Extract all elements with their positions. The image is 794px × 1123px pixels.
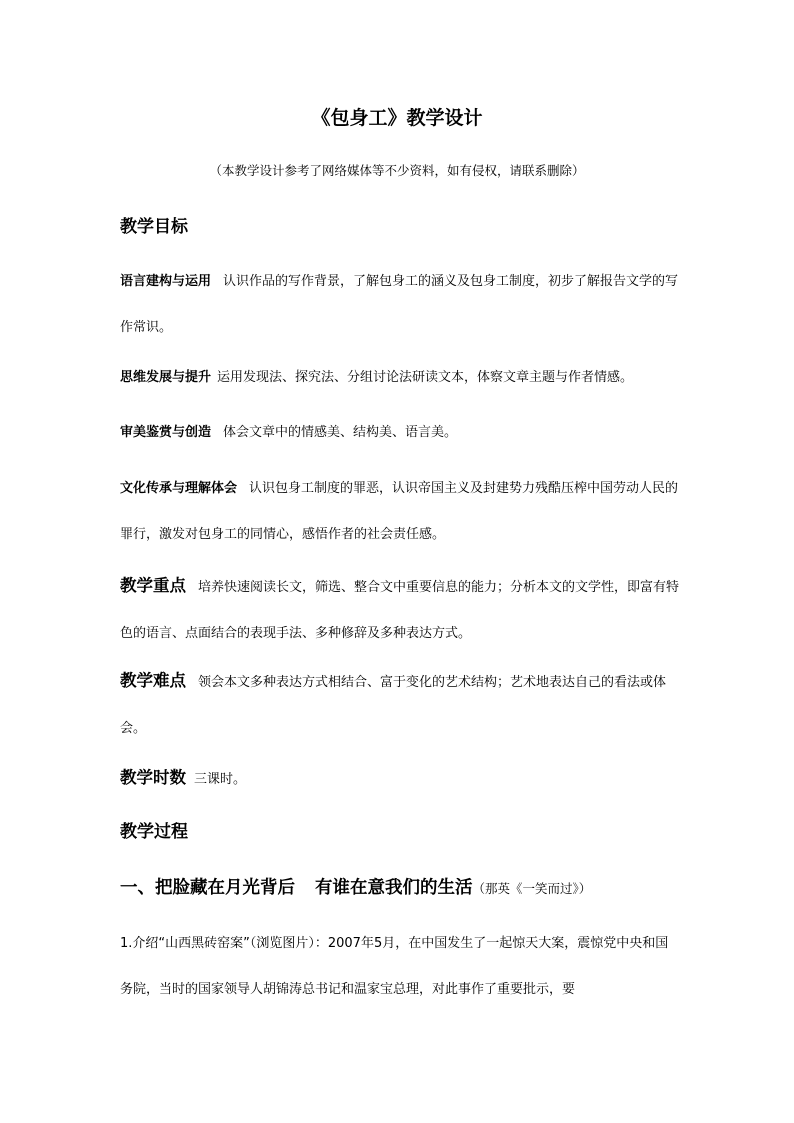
goal-label: 文化传承与理解体会	[120, 481, 238, 496]
goal-item	[120, 259, 680, 351]
hours-label: 教学时数	[120, 768, 186, 787]
goal-text: 认识作品的写作背景，了解包身工的涵义及包身工制度，初步了解报告文学的写作常识。	[120, 274, 679, 335]
key-point-label: 教学重点	[120, 576, 186, 595]
goal-label: 语言建构与运用	[120, 274, 212, 289]
teaching-hours	[120, 755, 680, 803]
goal-item	[120, 410, 680, 456]
copyright-note: （本教学设计参考了网络媒体等不少资料，如有侵权，请联系删除）	[209, 163, 585, 178]
section-title-part-b: 有谁在意我们的生活	[315, 878, 473, 898]
goal-text: 认识包身工制度的罪恶，认识帝国主义及封建势力残酷压榨中国劳动人民的罪行，激发对包身工的同情心，感悟作者的社会责任感。	[120, 481, 679, 542]
difficulty-label: 教学难点	[120, 671, 186, 690]
goal-item	[120, 466, 680, 558]
difficulty	[120, 658, 680, 752]
goal-text: 运用发现法、探究法、分组讨论法研读文本，体察文章主题与作者情感。	[217, 370, 634, 385]
key-point-text: 培养快速阅读长文，筛选、整合文中重要信息的能力；分析本文的文学性，即富有特色的语言、点面结合的表现手法、多种修辞及多种表达方式。	[120, 580, 680, 641]
difficulty-text: 领会本文多种表达方式相结合、富于变化的艺术结构；艺术地表达自己的看法或体会。	[120, 675, 667, 736]
hours-text: 三课时。	[194, 772, 247, 787]
goal-label: 审美鉴赏与创造	[120, 425, 212, 440]
section-one-paragraph: 1.介绍“山西黑砖窑案”（浏览图片）：2007年5月，在中国发生了一起惊天大案，震惊党中央和国务院，当时的国家领导人胡锦涛总书记和温家宝总理，对此事作了重要批示，要	[120, 936, 669, 997]
section-source: （那英《一笑而过》）	[472, 881, 592, 896]
process-heading: 教学过程	[120, 822, 188, 842]
section-title-part-a: 一、把脸藏在月光背后	[120, 878, 295, 898]
goal-text: 体会文章中的情感美、结构美、语言美。	[223, 425, 458, 440]
goal-label: 思维发展与提升	[120, 370, 212, 385]
section-one-title	[120, 874, 720, 903]
goal-item	[120, 355, 680, 401]
document-title: 《包身工》教学设计	[311, 107, 483, 129]
goals-heading: 教学目标	[120, 217, 188, 237]
key-point	[120, 563, 680, 657]
